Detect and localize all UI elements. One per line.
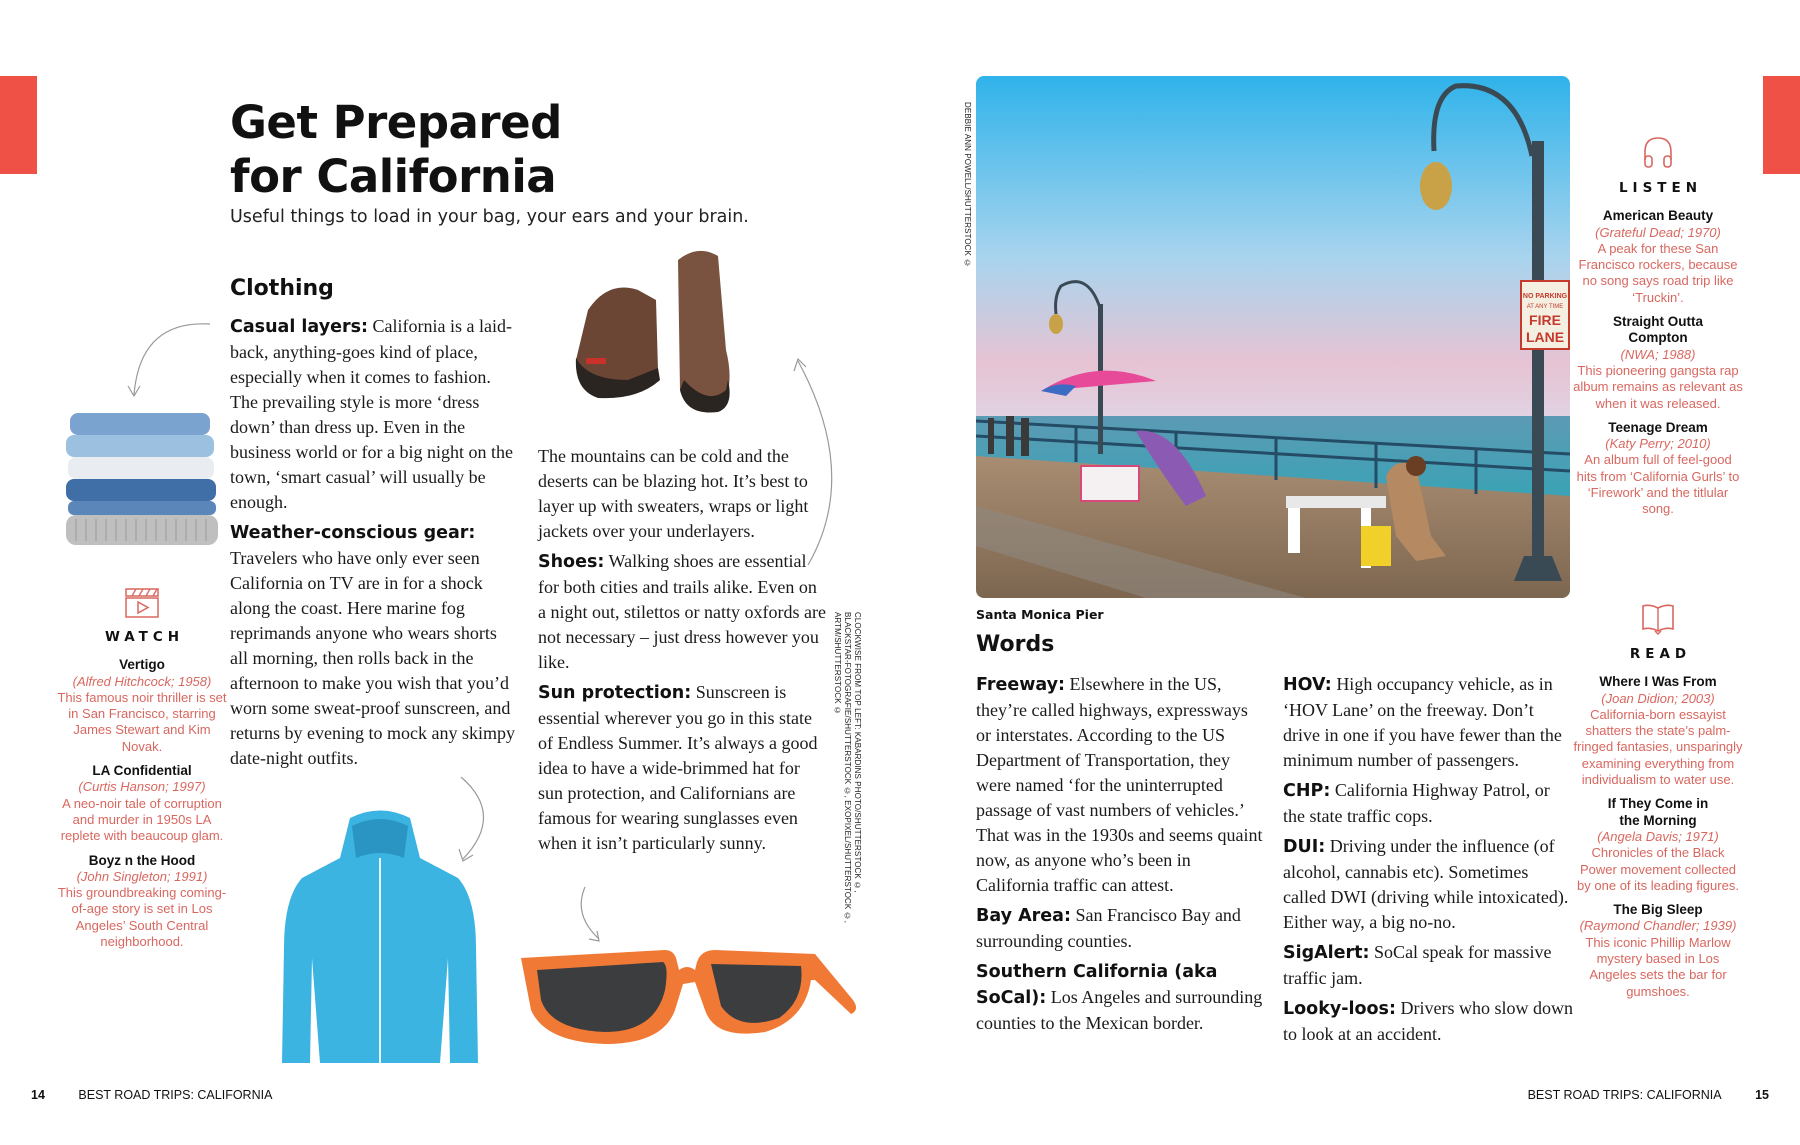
read-item: If They Come in the Morning (Angela Davis; 1971) Chronicles of the Black Power movement collected by one of its leading figures. [1577, 796, 1739, 893]
watch-item: Boyz n the Hood (John Singleton; 1991) This groundbreaking coming-of-age story is set in Los Angeles’ South Central neighborhood. [57, 852, 227, 950]
arrow-to-clothes-icon [120, 320, 220, 400]
blue-jacket-image [280, 808, 480, 1068]
words-column-1 [976, 672, 1263, 1041]
read-label: READ [1629, 646, 1692, 662]
sun-protection-paragraph: Sun protection: Sunscreen is essential wherever you go in this state of Endless Summer. It’s always a good idea to have a wide-brimmed hat for sun protection, and Californians are famous for wearing sunglasses even when it isn’t particularly sunny. [538, 682, 818, 853]
right-running-title: BEST ROAD TRIPS: CALIFORNIA [1527, 1088, 1722, 1102]
casual-layers-paragraph: Casual layers: California is a laid-back, anything-goes kind of place, especially when it comes to fashion. The prevailing style is more ‘dress down’ than dress up. Even in the business world or for a big night on the town, ‘smart casual’ will usually be enough. [230, 316, 513, 512]
headphones-icon [1573, 134, 1743, 170]
word-entry: SigAlert: SoCal speak for massive traffic jam. [1283, 942, 1552, 988]
svg-text:FIRE: FIRE [1529, 312, 1561, 328]
read-item: Where I Was From (Joan Didion; 2003) California-born essayist shatters the state’s palm-fringed fantasies, unsparingly examining everything from individualism to water use. [1573, 674, 1743, 788]
left-running-title: BEST ROAD TRIPS: CALIFORNIA [78, 1088, 273, 1102]
word-entry: CHP: California Highway Patrol, or the state traffic cops. [1283, 780, 1550, 826]
word-entry: Freeway: Elsewhere in the US, they’re called highways, expressways or interstates. According to the US Department of Transportation, they were named ‘for the uninterrupted passage of vast numbers of vehicles.’ That was in the 1930s and seems quaint now, as anyone who’s been in California traffic can attest. [976, 674, 1263, 895]
word-entry: HOV: High occupancy vehicle, as in ‘HOV Lane’ on the freeway. Don’t drive in one if you have fewer than the minimum number of passengers. [1283, 674, 1562, 770]
word-entry: Looky-loos: Drivers who slow down to look at an accident. [1283, 998, 1573, 1044]
read-item: The Big Sleep (Raymond Chandler; 1939) This iconic Phillip Marlow mystery based in Los Angeles sets the bar for gumshoes. [1579, 902, 1737, 999]
hiking-boots-image [568, 240, 768, 420]
items-credit: CLOCKWISE FROM TOP LEFT: KABARDINS PHOTO/SHUTTERSTOCK ©, BLACKSTAR-FOTOGRAFIE/SHUTTERSTOCK ©, EXOPIXEL/SHUTTERSTOCK ©, ARTM/SHUTTERSTOCK © [833, 612, 862, 924]
arrow-to-boots-icon [790, 355, 860, 575]
listen-sidebar [1573, 134, 1743, 526]
arrow-to-sunglasses-icon [575, 885, 615, 945]
clothing-column-1 [230, 314, 515, 776]
right-page-tab [1763, 76, 1800, 174]
page-subtitle: Useful things to load in your bag, your ears and your brain. [230, 207, 749, 227]
clapperboard-play-icon [57, 587, 227, 619]
watch-item: Vertigo (Alfred Hitchcock; 1958) This famous noir thriller is set in San Francisco, starring James Stewart and Kim Novak. [57, 657, 227, 754]
photo-credit: DEBBIE ANN POWELL/SHUTTERSTOCK © [963, 102, 972, 268]
svg-text:AT ANY TIME: AT ANY TIME [1526, 304, 1564, 310]
open-book-icon [1573, 602, 1743, 636]
photo-caption: Santa Monica Pier [976, 607, 1104, 622]
words-column-2 [1283, 672, 1573, 1052]
watch-item: LA Confidential (Curtis Hanson; 1997) A neo-noir tale of corruption and murder in 1950s LA replete with beaucoup glam. [60, 763, 224, 844]
listen-item: American Beauty (Grateful Dead; 1970) A peak for these San Francisco rockers, because no song says road trip like ‘Truckin’. [1578, 208, 1738, 305]
folded-clothes-image [62, 405, 222, 555]
sunglasses-image [515, 940, 860, 1050]
layering-paragraph: The mountains can be cold and the deserts can be blazing hot. It’s best to layer up with sweaters, wraps or light jackets over your underlayers. [538, 446, 809, 541]
word-entry: Southern California (aka SoCal): Los Angeles and surrounding counties to the Mexican border. [976, 962, 1263, 1033]
right-page-number: 15 [1755, 1088, 1769, 1102]
santa-monica-pier-photo [976, 76, 1570, 598]
listen-item: Teenage Dream (Katy Perry; 2010) An album full of feel-good hits from ‘California Gurls’ to ‘Firework’ and the titlular song. [1576, 419, 1740, 517]
page-title: Get Prepared for California [230, 96, 562, 203]
svg-text:LANE: LANE [1525, 329, 1565, 345]
left-page-number: 14 [31, 1088, 45, 1102]
word-entry: Bay Area: San Francisco Bay and surrounding counties. [976, 905, 1241, 951]
left-page-tab [0, 76, 37, 174]
watch-label: WATCH [104, 629, 185, 645]
words-heading: Words [976, 632, 1055, 657]
listen-label: LISTEN [1618, 180, 1703, 196]
right-footer [1528, 1088, 1769, 1102]
clothing-column-2 [538, 444, 828, 861]
arrow-to-jacket-icon [455, 775, 505, 865]
weather-gear-paragraph: Weather-conscious gear: Travelers who have only ever seen California on TV are in for a shock along the coast. Here marine fog reprimands anyone who wears shorts all morning, then rolls back in the afternoon to make you wish that you’d worn some sweat-proof sunscreen, and returns by evening to mock any skimpy date-night outfits. [230, 523, 515, 768]
svg-text:NO PARKING: NO PARKING [1522, 293, 1568, 300]
read-sidebar [1573, 602, 1743, 1008]
clothing-heading: Clothing [230, 276, 334, 301]
listen-item: Straight Outta Compton (NWA; 1988) This pioneering gangsta rap album remains as relevant as when it was released. [1573, 314, 1743, 411]
left-footer [31, 1088, 272, 1102]
watch-sidebar [57, 587, 227, 958]
shoes-paragraph: Shoes: Walking shoes are essential for both cities and trails alike. Even on a night out, stilettos or natty oxfords are not necessary – just dress however you like. [538, 551, 826, 672]
word-entry: DUI: Driving under the influence (of alcohol, cannabis etc). Sometimes called DWI (driving while intoxicated). Either way, a big no-no. [1283, 836, 1569, 932]
